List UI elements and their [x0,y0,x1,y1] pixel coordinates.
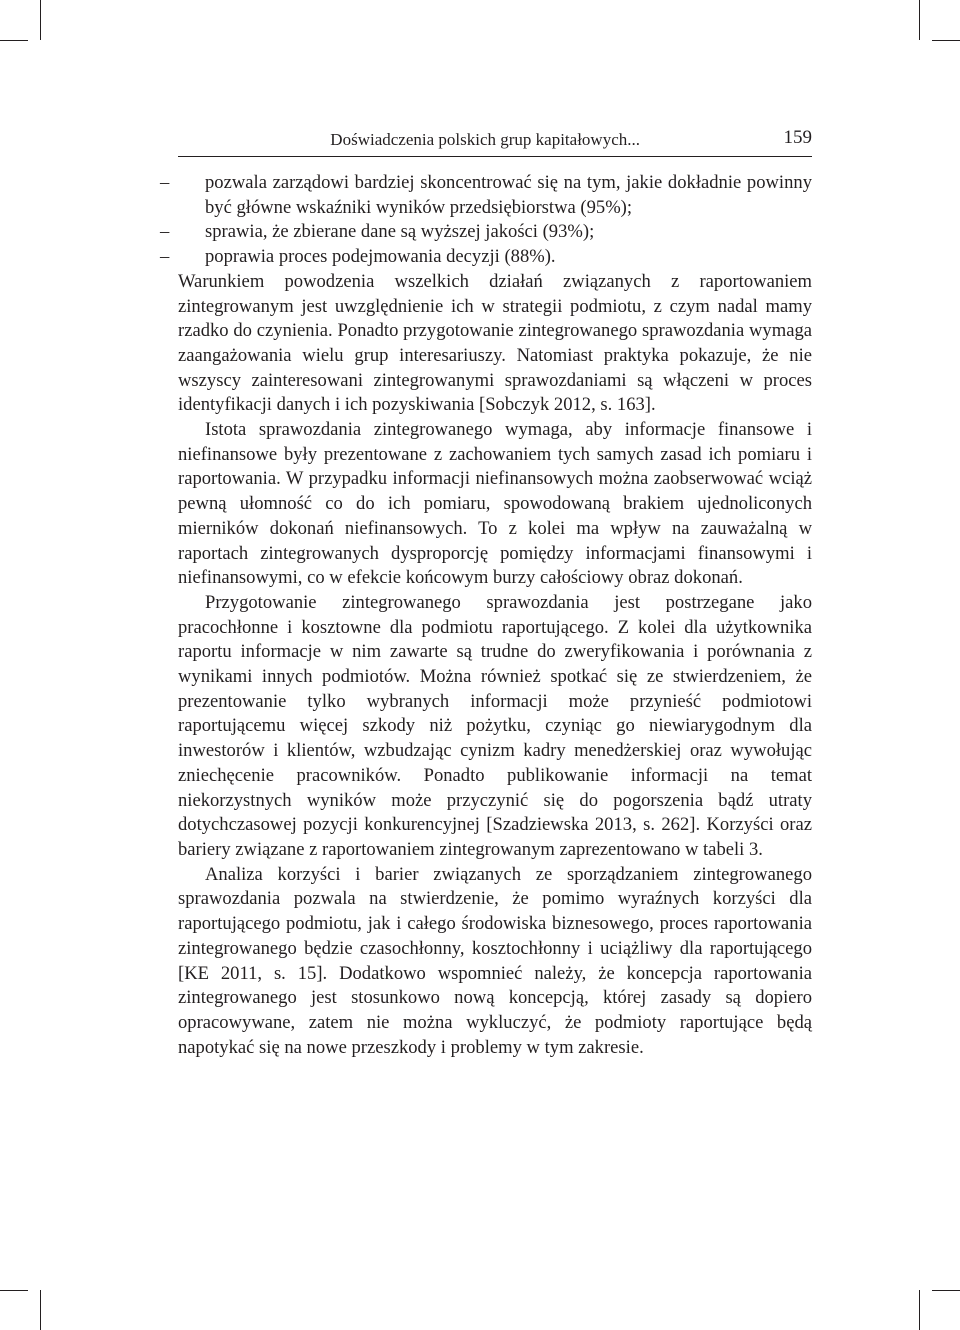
bullet-item [160,220,812,245]
page-body [160,171,812,1060]
bullet-item [160,245,812,270]
crop-mark-right-top [932,40,960,41]
crop-mark-left-top [0,40,28,41]
crop-mark-top-right [919,0,920,40]
crop-mark-bottom-left [40,1290,41,1330]
bullet-text: sprawia, że zbierane dane są wyższej jakości (93%); [205,221,595,243]
crop-mark-bottom-right [919,1290,920,1330]
dash-glyph: – [160,221,170,243]
crop-mark-left-bottom [0,1290,28,1291]
paragraph: Przygotowanie zintegrowanego sprawozdania jest postrzegane jako pracochłonne i kosztowne dla podmiotu raportującego. Z kolei dla użytkownika raportu informacje w nim zawarte są trudne do zweryfikowania i porównania z wynikami innych podmiotów. Można również spotkać się ze stwierdzeniem, że prezentowanie tylko wybranych informacji może przynieść podmiotowi raportującemu więcej szkody niż pożytku, czyniąc go niewiarygodnym dla inwestorów i klientów, wzbudzając cynizm kadry menedżerskiej oraz wywołując zniechęcenie pracowników. Ponadto publikowanie informacji na temat niekorzystnych wyników może przyczynić się do pogorszenia bądź utraty dotychczasowej pozycji konkurencyjnej [Szadziewska 2013, s. 262]. Korzyści oraz bariery związane z raportowaniem zintegrowanym zaprezentowano w tabeli 3. [178,591,812,860]
dash-glyph: – [160,172,170,193]
running-title: Doświadczenia polskich grup kapitałowych... [330,130,640,149]
bullet-text: poprawia proces podejmowania decyzji (88%). [205,246,556,268]
page-number: 159 [783,127,812,148]
paragraph: Warunkiem powodzenia wszelkich działań związanych z raportowaniem zintegrowanym jest uwzględnienie ich w strategii podmiotu, z czym nadal mamy rzadko do czynienia. Ponadto przygotowanie zintegrowanego sprawozdania wymaga zaangażowania wielu grup interesariuszy. Natomiast praktyka pokazuje, że nie wszyscy zainteresowani zintegrowanymi sprawozdaniami są włączeni w proces identyfikacji danych i ich pozyskiwania [Sobczyk 2012, s. 163]. [178,270,812,416]
page-header [178,127,812,157]
crop-mark-top-left [40,0,41,40]
bullet-item [160,171,812,220]
bullet-list [160,171,812,270]
bullet-text: pozwala zarządowi bardziej skoncentrować się na tym, jakie dokładnie powinny być główne wskaźniki wyników przedsiębiorstwa (95%); [205,172,812,218]
dash-glyph: – [160,246,170,268]
paragraph: Analiza korzyści i barier związanych ze sporządzaniem zintegrowanego sprawozdania pozwala na stwierdzenie, że pomimo wyraźnych korzyści dla raportującego podmiotu, jak i całego środowiska biznesowego, proces raportowania zintegrowanego będzie czasochłonny, kosztochłonny i uciążliwy dla raportującego [KE 2011, s. 15]. Dodatkowo wspomnieć należy, że koncepcja raportowania zintegrowanego jest stosunkowo nową koncepcją, której zasady są dopiero opracowywane, zatem nie można wykluczyć, że podmioty raportujące będą napotykać się na nowe przeszkody i problemy w tym zakresie. [178,863,812,1058]
paragraph: Istota sprawozdania zintegrowanego wymaga, aby informacje finansowe i niefinansowe były prezentowane z zachowaniem tych samych zasad ich pomiaru i raportowania. W przypadku informacji niefinansowych można zaobserwować wciąż pewną ułomność co do ich pomiaru, spowodowaną brakiem ujednoliconych mierników dokonań niefinansowych. To z kolei ma wpływ na zauważalną w raportach zintegrowanych dysproporcję pomiędzy informacjami finansowymi i niefinansowymi, co w efekcie końcowym burzy całościowy obraz dokonań. [178,419,812,589]
crop-mark-right-bottom [932,1290,960,1291]
